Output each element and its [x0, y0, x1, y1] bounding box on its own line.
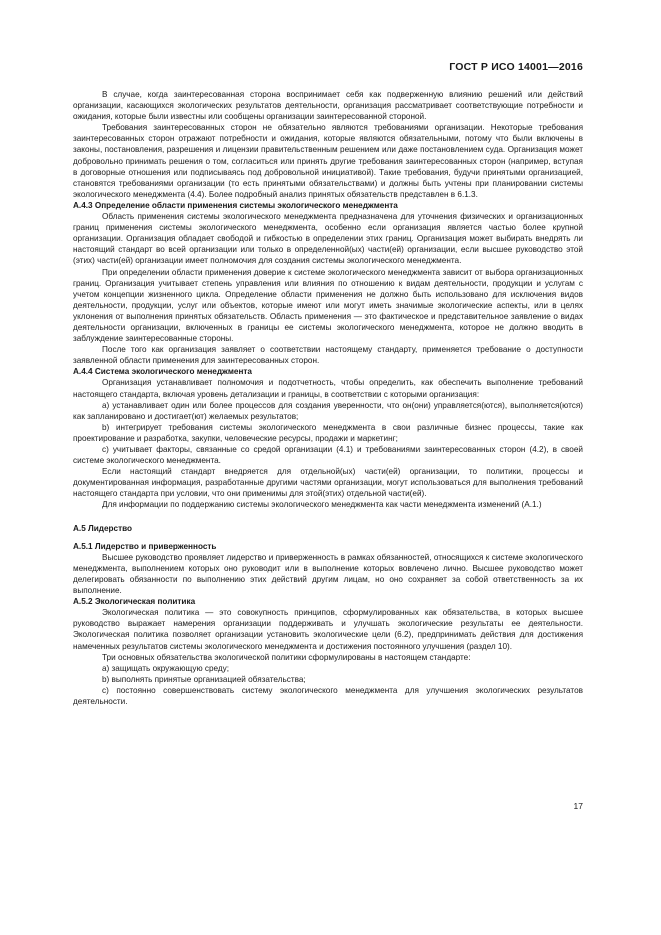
paragraph: b) интегрирует требования системы экологического менеджмента в свои различные бизнес процессы, такие как проектирование и разработка, закупки, человеческие ресурсы, продажи и маркетинг; [73, 422, 583, 443]
paragraph: b) выполнять принятые организацией обязательства; [102, 674, 306, 684]
paragraph: В случае, когда заинтересованная сторона воспринимает себя как подверженную влиянию решений или действий организации, касающихся экологических результатов деятельности, организация рассматривает соответствующие потребности и ожидания, которые были известны или сообщены организации заинтересованной стороной. [73, 90, 583, 122]
page-number: 17 [573, 801, 583, 811]
paragraph: При определении области применения доверие к системе экологического менеджмента зависит от выбора организационных границ. Организация учитывает степень управления или влияния по отношению к видам деятельности, продукции и услугам с учетом концепции жизненного цикла. Определение области применения не должно быть использовано для исключения видов деятельности, продукции, услуг или объектов, которые имеют или могут иметь значимые экологические аспекты, или в целях уклонения от выполнения принятых обязательств. Область применения — это фактическое и представительное заявление о видах деятельности организации, включенных в границы ее системы экологического менеджмента, которое не должно вводить в заблуждение заинтересованные стороны. [73, 267, 583, 344]
paragraph: а) устанавливает один или более процессов для создания уверенности, что он(они) управляется(ются), выполняется(ются) как запланировано и достигает(ют) желаемых результатов; [73, 400, 583, 421]
paragraph: Организация устанавливает полномочия и подотчетность, чтобы определить, как обеспечить выполнение требований настоящего стандарта, включая уровень детализации и границы, в соответствии с которыми организация: [73, 378, 583, 399]
paragraph: После того как организация заявляет о соответствии настоящему стандарту, применяется требование о доступности заявленной области применения для заинтересованных сторон. [73, 345, 583, 366]
paragraph: c) учитывает факторы, связанные со средой организации (4.1) и требованиями заинтересованных сторон (4.2), в своей системе экологического менеджмента. [73, 445, 583, 466]
paragraph: c) постоянно совершенствовать систему экологического менеджмента для улучшения экологических результатов деятельности. [73, 685, 583, 706]
paragraph: Область применения системы экологического менеджмента предназначена для уточнения физических и организационных границ применения системы экологического менеджмента, особенно если организация является частью более крупной организации. Организация обладает свободой и гибкостью в определении этих границ. Организация может выбирать внедрять ли настоящий стандарт во всей организации или только в определенной(ых) части(ей) организации, если высшее руководство этой (этих) части(ей) организации имеет полномочия для создания системы экологического менеджмента. [73, 212, 583, 266]
paragraph: Для информации по поддержанию системы экологического менеджмента как части менеджмента изменений (А.1.) [102, 500, 542, 510]
section-heading: А.4.4 Система экологического менеджмента [73, 367, 252, 377]
paragraph: а) защищать окружающую среду; [102, 663, 230, 673]
section-heading: А.4.3 Определение области применения системы экологического менеджмента [73, 200, 398, 210]
section-heading: А.5.2 Экологическая политика [73, 597, 196, 607]
section-heading: А.5.1 Лидерство и приверженность [73, 541, 217, 551]
paragraph: Если настоящий стандарт внедряется для отдельной(ых) части(ей) организации, то политики, процессы и документированная информация, разработанные другими частями организации, могут использоваться для выполнения требований настоящего стандарта при условии, что они применимы для этой(этих) отдельной части(ей). [73, 467, 583, 499]
paragraph: Высшее руководство проявляет лидерство и приверженность в рамках обязанностей, относящихся к системе экологического менеджмента, выполнением которых оно руководит или в выполнение которых вовлечено лично. Высшее руководство может делегировать обязанности по выполнению этих действий другим лицам, но оно сохраняет за собой ответственность за их выполнение. [73, 552, 583, 596]
standard-header: ГОСТ Р ИСО 14001—2016 [449, 61, 583, 73]
paragraph: Экологическая политика — это совокупность принципов, сформулированных как обязательства, в которых высшее руководство выражает намерения организации поддерживать и улучшать экологические результаты ее деятельности. Экологическая политика позволяет организации установить экологические цели (6.2), предпринимать действия для достижения намеченных результатов системы экологического менеджмента и достижения постоянного улучшения (раздел 10). [73, 608, 583, 651]
section-heading: А.5 Лидерство [73, 523, 133, 533]
paragraph: Три основных обязательства экологической политики сформулированы в настоящем стандарте: [102, 652, 471, 662]
paragraph: Требования заинтересованных сторон не обязательно являются требованиями организации. Некоторые требования заинтересованных сторон отражают потребности и ожидания, которые являются обязательными, потому что были включены в законы, постановления, разрешения и лицензии правительственным решением или даже постановлением суда. Организация может добровольно принимать решения о том, согласиться или принять другие требования заинтересованных сторон (например, вступая в договорные отношения или подписываясь под добровольной инициативой). Такие требования, будучи принятыми организацией, становятся требованиями организации (то есть принятыми обязательствами) и должны быть учтены при планировании системы экологического менеджмента (4.4). Более подробный анализ принятых обязательств представлен в 6.1.3. [73, 123, 583, 199]
document-body [73, 89, 583, 707]
